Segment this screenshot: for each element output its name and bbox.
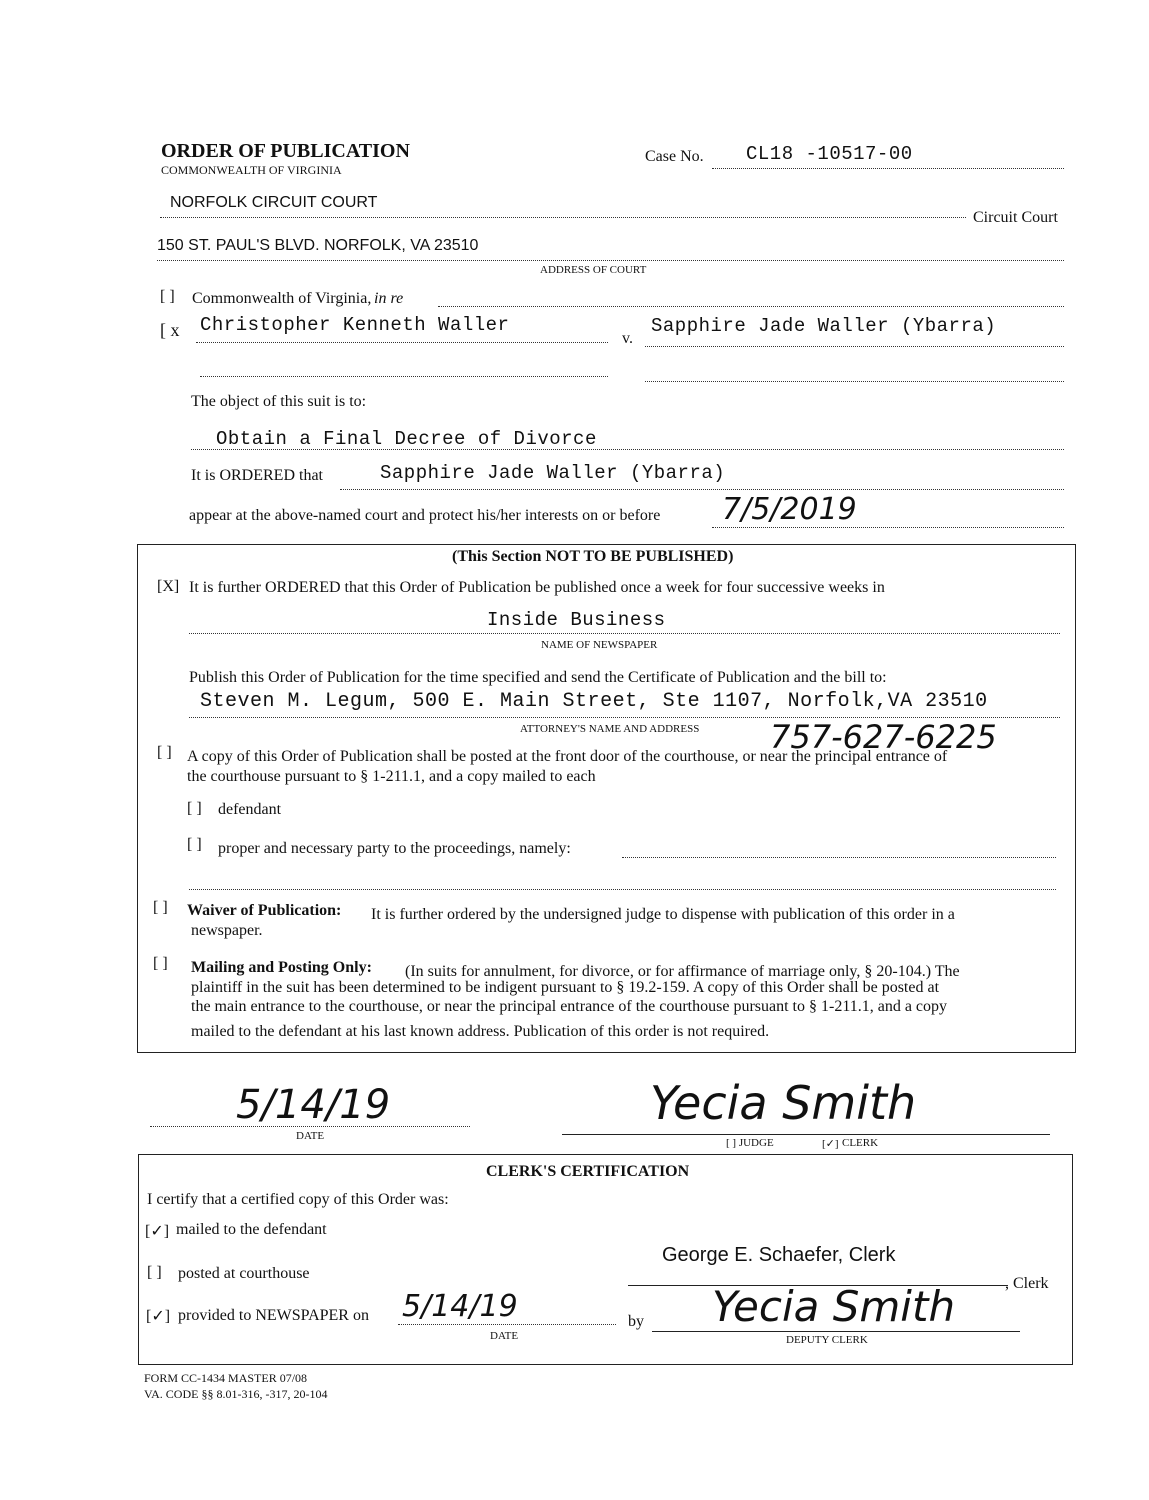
defendant-name[interactable]: Sapphire Jade Waller (Ybarra) (651, 315, 997, 337)
clerk-cert-intro: I certify that a certified copy of this Order was: (147, 1191, 449, 1208)
plaintiff-name[interactable]: Christopher Kenneth Waller (200, 314, 510, 336)
mailing-title: Mailing and Posting Only: (191, 959, 372, 976)
ordered-label: It is ORDERED that (191, 467, 323, 484)
post-checkbox[interactable]: [ ] (157, 744, 172, 761)
attorney-phone[interactable]: 757-627-6225 (770, 718, 997, 756)
party-line (622, 857, 1056, 858)
attorney-caption: ATTORNEY'S NAME AND ADDRESS (520, 723, 700, 735)
by-label: by (628, 1313, 644, 1330)
in-re-label: in re (374, 290, 404, 307)
ordered-line (340, 489, 1064, 490)
case-number-value[interactable]: CL18 -10517-00 (746, 143, 913, 165)
mailed-label: mailed to the defendant (176, 1221, 327, 1238)
party-checkbox[interactable]: [ ] (187, 836, 202, 853)
mailing-text-line-1: (In suits for annulment, for divorce, or for affirmance of marriage only, § 20-104.) The (405, 963, 960, 980)
post-text-line-2: the courthouse pursuant to § 1-211.1, and a copy mailed to each (187, 768, 596, 785)
mailing-text-line-4: mailed to the defendant at his last known address. Publication of this order is not required. (191, 1023, 770, 1040)
defendant-line-2 (645, 381, 1064, 382)
court-name[interactable]: NORFOLK CIRCUIT COURT (170, 194, 378, 211)
order-date-line (150, 1126, 470, 1127)
order-date[interactable]: 5/14/19 (236, 1082, 391, 1128)
signature-line (562, 1134, 1050, 1135)
party-option-label: proper and necessary party to the proceedings, namely: (218, 840, 571, 857)
clerk-suffix: , Clerk (1005, 1275, 1049, 1292)
court-address-line (157, 260, 1064, 261)
clerk-checkbox[interactable]: [✓] (822, 1138, 839, 1150)
in-re-line (438, 306, 1064, 307)
send-instructions: Publish this Order of Publication for the time specified and send the Certificate of Publication and the bill to: (189, 669, 887, 686)
posted-checkbox[interactable]: [ ] (147, 1264, 162, 1281)
ordered-value[interactable]: Sapphire Jade Waller (Ybarra) (380, 462, 726, 484)
waiver-title: Waiver of Publication: (187, 902, 342, 919)
court-name-line (160, 217, 966, 218)
clerk-cert-heading: CLERK'S CERTIFICATION (486, 1163, 690, 1180)
form-number: FORM CC-1434 MASTER 07/08 (144, 1371, 308, 1385)
defendant-option-label: defendant (218, 801, 282, 818)
provided-date-line (398, 1324, 616, 1325)
judge-clerk-signature[interactable]: Yecia Smith (650, 1076, 917, 1130)
plaintiff-line (196, 342, 608, 343)
case-number-label: Case No. (645, 148, 704, 165)
object-label: The object of this suit is to: (191, 393, 367, 410)
provided-date-caption: DATE (490, 1330, 519, 1342)
court-address-caption: ADDRESS OF COURT (540, 264, 647, 276)
mailing-checkbox[interactable]: [ ] (153, 955, 168, 972)
provided-date[interactable]: 5/14/19 (402, 1289, 518, 1324)
waiver-text-line-1: It is further ordered by the undersigned judge to dispense with publication of this order in a (371, 906, 955, 923)
appear-date[interactable]: 7/5/2019 (722, 492, 857, 527)
court-suffix: Circuit Court (973, 209, 1058, 226)
versus-label: v. (622, 330, 633, 347)
case-parties-checkbox[interactable]: [ x (160, 320, 180, 340)
attorney-address[interactable]: Steven M. Legum, 500 E. Main Street, Ste 1107, Norfolk,VA 23510 (200, 690, 988, 713)
plaintiff-line-2 (200, 376, 608, 377)
post-text-line-1: A copy of this Order of Publication shall be posted at the front door of the courthouse, or near the principal entrance of (187, 748, 948, 765)
object-value[interactable]: Obtain a Final Decree of Divorce (216, 428, 597, 450)
appear-line (712, 527, 1064, 528)
mailed-checkbox[interactable]: [✓] (145, 1223, 170, 1240)
provided-label: provided to NEWSPAPER on (178, 1307, 369, 1324)
posted-label: posted at courthouse (178, 1265, 310, 1282)
judge-option[interactable]: [ ] JUDGE (726, 1137, 774, 1149)
commonwealth-label: Commonwealth of Virginia, (192, 290, 372, 307)
deputy-line (652, 1331, 1020, 1332)
form-title: ORDER OF PUBLICATION (161, 140, 410, 162)
deputy-caption: DEPUTY CLERK (786, 1334, 868, 1346)
appear-label: appear at the above-named court and protect his/her interests on or before (189, 507, 661, 524)
deputy-clerk-signature[interactable]: Yecia Smith (712, 1282, 956, 1331)
not-published-heading: (This Section NOT TO BE PUBLISHED) (452, 548, 734, 565)
newspaper-name[interactable]: Inside Business (487, 609, 666, 631)
object-line (191, 449, 1064, 450)
va-code: VA. CODE §§ 8.01-316, -317, 20-104 (144, 1387, 328, 1401)
commonwealth-checkbox[interactable]: [ ] (160, 288, 175, 305)
party-line-2 (189, 889, 1056, 890)
clerk-option-label: CLERK (842, 1137, 879, 1149)
case-number-line (712, 168, 1064, 169)
form-subtitle: COMMONWEALTH OF VIRGINIA (161, 163, 342, 177)
clerk-certification-section (138, 1154, 1073, 1365)
clerk-name: George E. Schaefer, Clerk (662, 1244, 896, 1266)
newspaper-caption: NAME OF NEWSPAPER (541, 639, 658, 651)
mailing-text-line-3: the main entrance to the courthouse, or near the principal entrance of the courthouse pursuant to § 1-211.1, and a copy (191, 998, 948, 1015)
provided-checkbox[interactable]: [✓] (146, 1308, 171, 1325)
waiver-checkbox[interactable]: [ ] (153, 899, 168, 916)
mailing-text-line-2: plaintiff in the suit has been determined to be indigent pursuant to § 19.2-159. A copy of this Order shall be posted at (191, 979, 940, 996)
court-address[interactable]: 150 ST. PAUL'S BLVD. NORFOLK, VA 23510 (157, 237, 479, 254)
waiver-text-line-2: newspaper. (191, 922, 263, 939)
defendant-checkbox[interactable]: [ ] (187, 800, 202, 817)
publish-checkbox[interactable]: [X] (157, 578, 180, 595)
order-date-caption: DATE (296, 1130, 325, 1142)
publish-text: It is further ORDERED that this Order of Publication be published once a week for four successive weeks in (189, 579, 885, 596)
defendant-line (645, 346, 1064, 347)
newspaper-line (189, 633, 1060, 634)
